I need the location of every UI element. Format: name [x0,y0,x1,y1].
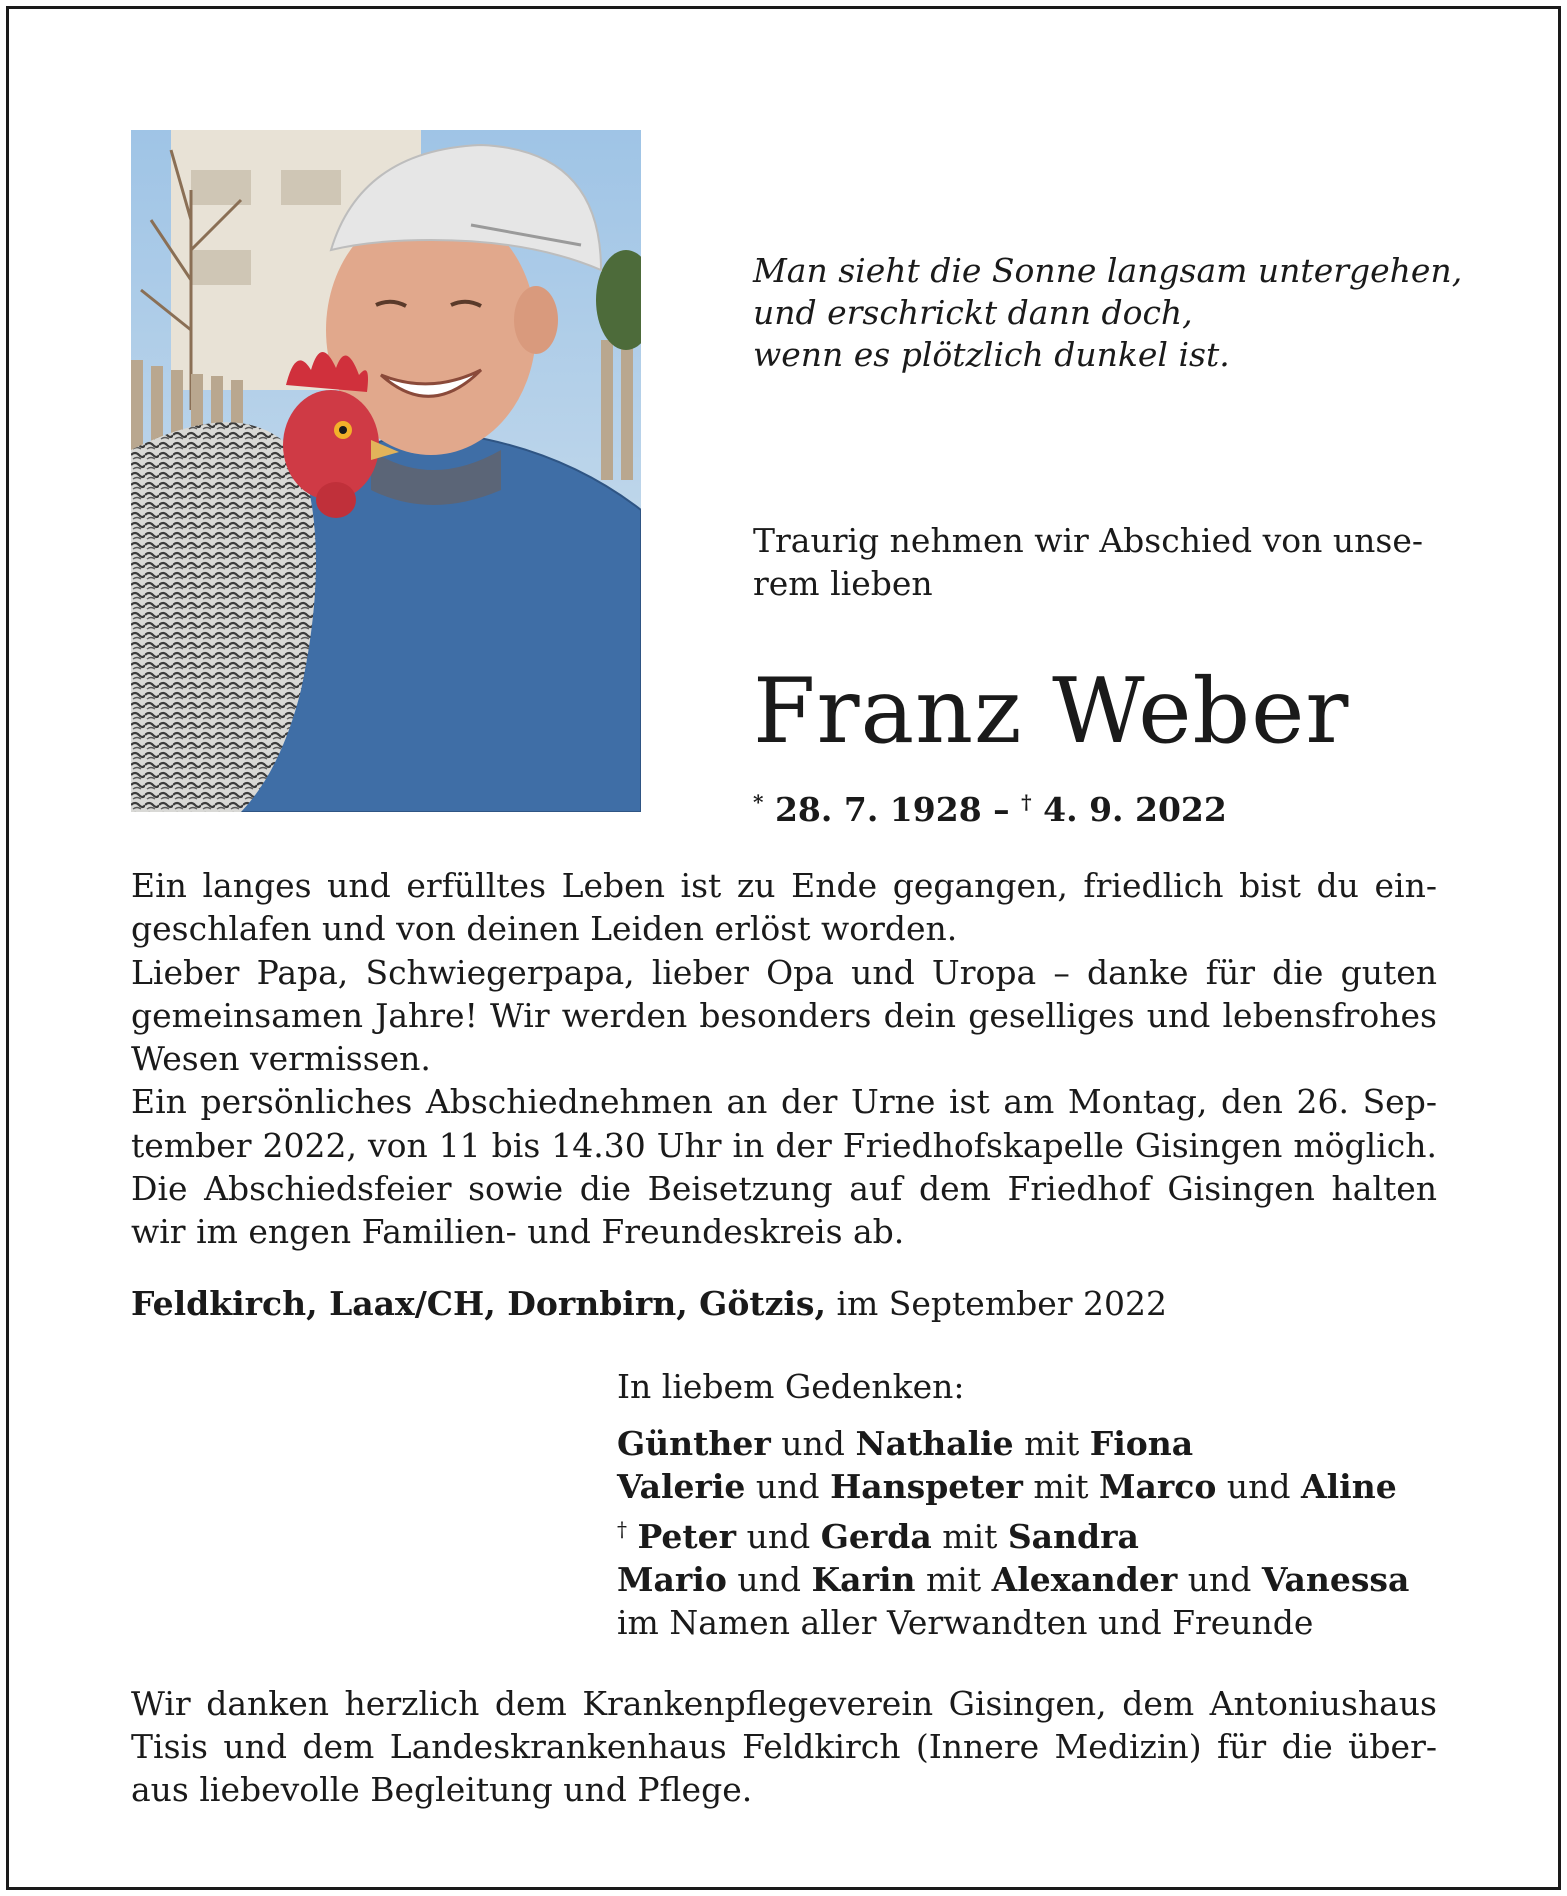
birth-date: 28. 7. 1928 [774,790,982,829]
mourners-list [617,1365,1409,1644]
connector: und [1226,1467,1291,1506]
connector: mit [1024,1424,1080,1463]
connector: mit [925,1560,982,1599]
mourner-name: Vanessa [1261,1560,1410,1599]
mourner-name: Sandra [1007,1517,1139,1556]
connector: mit [942,1517,998,1556]
body-line: Ein persönliches Abschiednehmen an der Urne ist am Montag, den 26. Sep- [131,1082,1437,1122]
thanks-line: aus liebevolle Begleitung und Pflege. [131,1770,753,1809]
thanks-line: Tisis und dem Landeskrankenhaus Feldkirch (Innere Medizin) für die über- [131,1727,1437,1766]
body-line: gemeinsamen Jahre! Wir werden besonders dein geselliges und lebensfrohes [131,995,1437,1035]
mourner-name: Aline [1301,1467,1397,1506]
places-towns: Feldkirch, Laax/CH, Dornbirn, Götzis, [131,1284,826,1323]
thanks-text [131,1682,1437,1811]
connector: und [1187,1560,1252,1599]
connector: und [755,1467,820,1506]
mourners-row [617,1558,1409,1601]
quote-line: Man sieht die Sonne langsam untergehen, [753,251,1463,290]
mourner-name: Marco [1099,1467,1217,1506]
mourner-name: Gerda [820,1517,932,1556]
intro-line: rem lieben [753,564,933,603]
connector: mit [1033,1467,1089,1506]
intro-line: Traurig nehmen wir Abschied von unse- [753,521,1424,560]
portrait-image [131,130,641,812]
mourner-name: Alexander [991,1560,1178,1599]
mourner-name: Nathalie [855,1424,1014,1463]
mourner-name: Hanspeter [830,1467,1023,1506]
mourner-name: Mario [617,1560,727,1599]
mourner-name: Karin [811,1560,916,1599]
mourners-row [617,1465,1409,1508]
body-line: Ein langes und erfülltes Leben ist zu Ende gegangen, friedlich bist du ein- [131,866,1437,905]
quote-line: wenn es plötzlich dunkel ist. [753,335,1230,374]
mourner-name: Fiona [1089,1424,1194,1463]
places-date [131,1282,1167,1326]
deceased-name: Franz Weber [753,659,1350,764]
cross-symbol: † [617,1517,627,1541]
portrait-photo [131,130,641,812]
intro-text [753,519,1423,605]
body-line: wir im engen Familien- und Freundeskreis ab. [131,1212,905,1252]
body-line: Lieber Papa, Schwiegerpapa, lieber Opa und Uropa – danke für die guten [131,952,1437,992]
connector: und [737,1560,801,1599]
date-separator: – [993,790,1010,829]
mourners-closing: im Namen aller Verwandten und Freunde [617,1603,1314,1642]
body-line: Wesen vermissen. [131,1039,431,1079]
quote-line: und erschrickt dann doch, [753,293,1193,332]
death-date: 4. 9. 2022 [1043,790,1227,829]
obituary-body [131,864,1437,1254]
mourners-row [617,1422,1409,1465]
body-line: geschlafen und von deinen Leiden erlöst worden. [131,909,958,949]
connector: und [781,1424,845,1463]
mourners-row [617,1508,1409,1558]
body-line: Die Abschiedsfeier sowie die Beisetzung auf dem Friedhof Gisingen halten [131,1169,1437,1209]
mourner-name: Valerie [617,1467,746,1506]
mourner-name: Günther [617,1424,771,1463]
connector: und [746,1517,811,1556]
thanks-line: Wir danken herzlich dem Krankenpflegeverein Gisingen, dem Antoniushaus [131,1684,1437,1723]
quote [753,250,1462,376]
death-symbol: † [1021,790,1032,814]
places-month: im September 2022 [836,1284,1168,1323]
mourners-heading: In liebem Gedenken: [617,1367,965,1406]
life-dates [753,780,1227,832]
mourner-name: Peter [637,1517,737,1556]
birth-symbol: * [753,790,764,814]
body-line: tember 2022, von 11 bis 14.30 Uhr in der Friedhofskapelle Gisingen möglich. [131,1125,1437,1165]
